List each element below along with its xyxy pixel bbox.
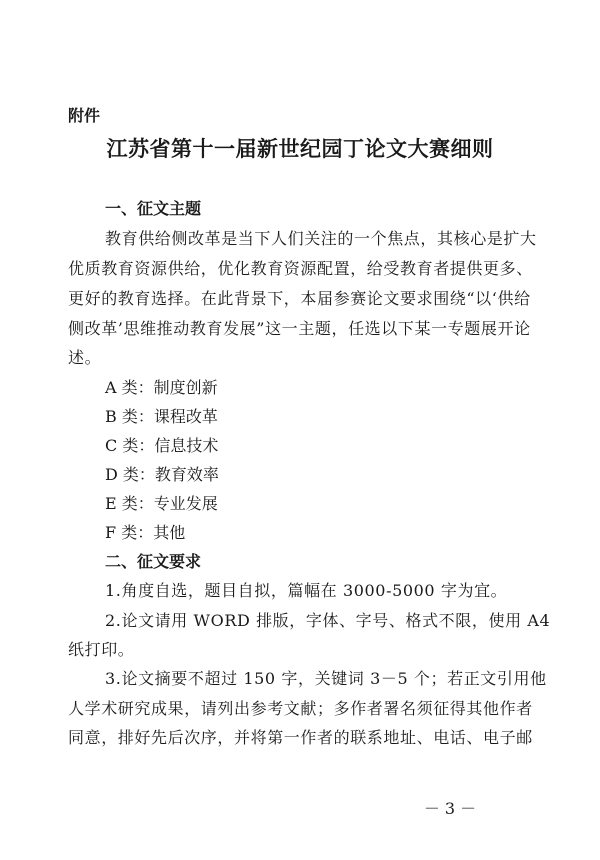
section1-heading: 一、征文主题 <box>105 199 202 218</box>
requirement-1: 1.角度自选，题目自拟，篇幅在 3000-5000 字为宜。 <box>105 581 508 600</box>
section1-para-line: 更好的教育选择。在此背景下，本届参赛论文要求围绕“以‘供给 <box>68 289 531 308</box>
category-item: F 类：其他 <box>105 523 186 542</box>
category-item: A 类：制度创新 <box>105 378 218 397</box>
requirement-2-line: 2.论文请用 WORD 排版，字体、字号、格式不限，使用 A4 <box>105 611 551 630</box>
section1-para-line: 教育供给侧改革是当下人们关注的一个焦点，其核心是扩大 <box>105 229 537 248</box>
section1-para-line: 侧改革’思维推动教育发展”这一主题，任选以下某一专题展开论 <box>68 319 531 338</box>
category-item: B 类：课程改革 <box>105 407 218 426</box>
requirement-3-line: 同意，排好先后次序，并将第一作者的联系地址、电话、电子邮 <box>68 728 533 747</box>
requirement-3-line: 人学术研究成果，请列出参考文献；多作者署名须征得其他作者 <box>68 699 533 718</box>
category-item: D 类：教育效率 <box>105 465 219 484</box>
section1-para-line: 优质教育资源供给，优化教育资源配置，给受教育者提供更多、 <box>68 259 533 278</box>
category-item: C 类：信息技术 <box>105 436 219 455</box>
section2-heading: 二、征文要求 <box>105 552 202 571</box>
category-item: E 类：专业发展 <box>105 494 218 513</box>
requirement-3-line: 3.论文摘要不超过 150 字，关键词 3－5 个；若正文引用他 <box>105 669 547 688</box>
section1-para-line: 述。 <box>68 348 102 367</box>
page-number: － 3 － <box>423 799 477 818</box>
document-title: 江苏省第十一届新世纪园丁论文大赛细则 <box>106 136 494 161</box>
attachment-label: 附件 <box>68 106 101 125</box>
requirement-2-line: 纸打印。 <box>68 640 135 659</box>
